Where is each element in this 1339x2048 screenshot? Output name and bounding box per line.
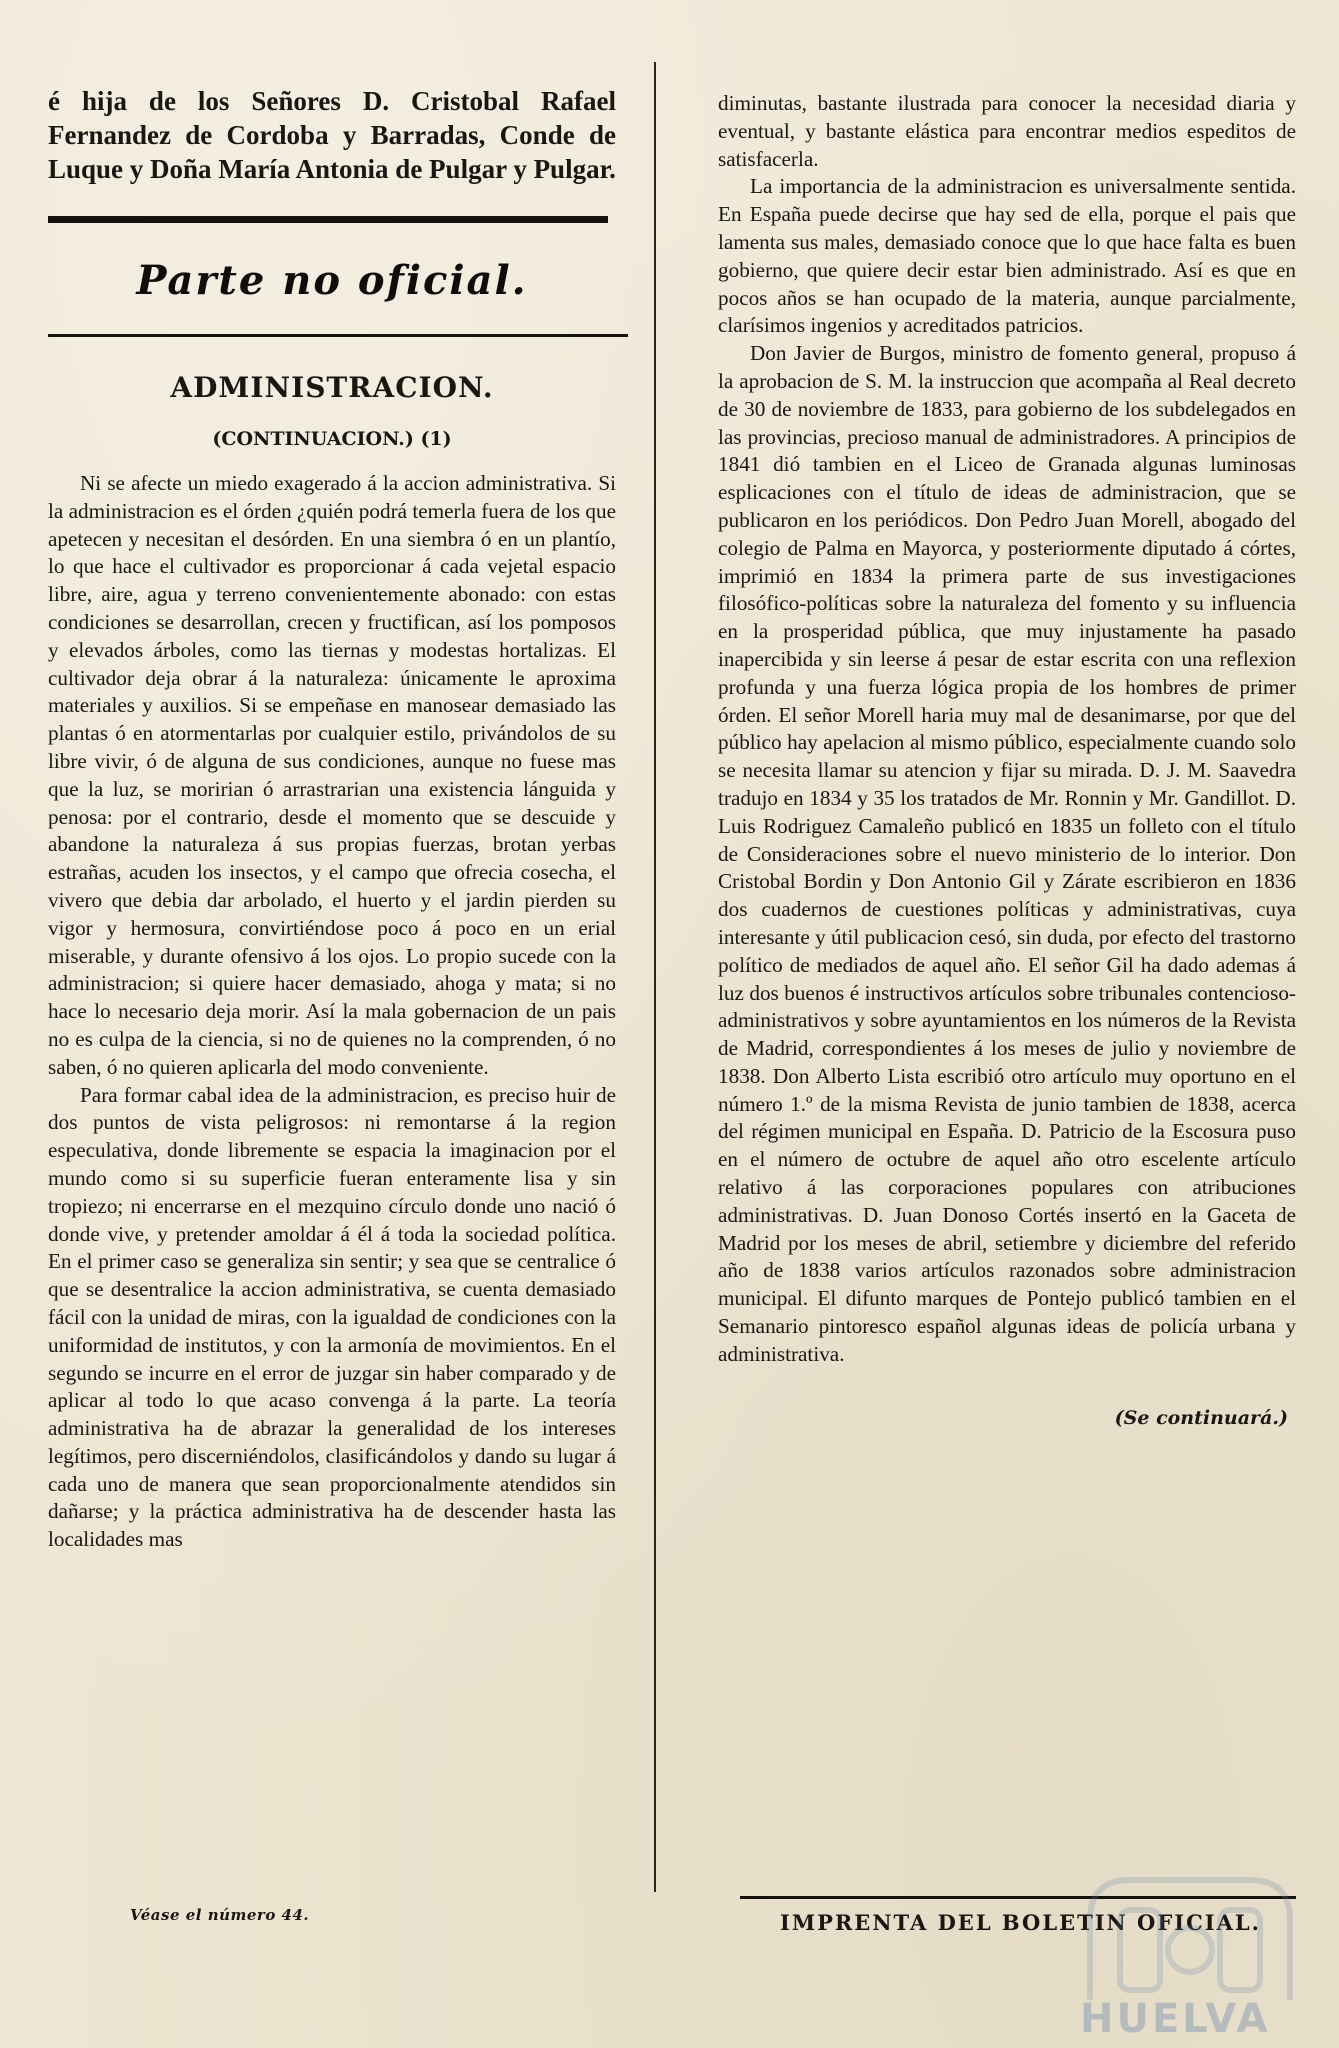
left-paragraph-1: Ni se afecte un miedo exagerado á la accion administrativa. Si la administracion es el órden ¿quién podrá temerla fuera de los que apetecen y necesitan el desórden. En una siembra ó en un plantío, lo que hace el cultivador es proporcionar á cada vejetal espacio libre, aire, agua y terreno convenientemente abonado: con estas condiciones se desarrollan, crecen y fructifican, así los pomposos y elevados árboles, como las tiernas y modestas hortalizas. El cultivador deja obrar á la naturaleza: únicamente le aproxima materiales y auxilios. Si se empeñase en manosear demasiado las plantas ó en atormentarlas por cualquier estilo, privándolos de su libre vivir, ó de alguna de sus condiciones, aunque no fuese mas que la luz, se moririan ó arrastrarian una existencia lánguida y penosa: por el contrario, desde el momento que se descuide y abandone la naturaleza á sus propias fuerzas, brotan yerbas estrañas, acuden los insectos, y el campo que ofrecia cosecha, el vivero que debia dar arbolado, el huerto y el jardin pierden su vigor y hermosura, convirtiéndose poco á poco en un erial miserable, y durante ofensivo á los ojos. Lo propio sucede con la administracion; si quiere hacer demasiado, ahoga y mata; si no hace lo necesario deja morir. Así la mala gobernacion de un pais no es culpa de la ciencia, si no de quienes no la comprenden, ó no saben, ó no quieren aplicarla del modo conveniente. bbox=[48, 471, 616, 1079]
watermark-text: HUELVA bbox=[1080, 1996, 1271, 2042]
continuation-label: (CONTINUACION.) (1) bbox=[212, 428, 452, 450]
right-column bbox=[718, 90, 1296, 1429]
printer-imprint: IMPRENTA DEL BOLETIN OFICIAL. bbox=[780, 1910, 1261, 1935]
right-paragraph-3: Don Javier de Burgos, ministro de fomento general, propuso á la aprobacion de S. M. la instruccion que acompaña al Real decreto de 30 de noviembre de 1833, para gobierno de los subdelegados en las provincias, precioso manual de administradores. A principios de 1841 dió tambien en el Liceo de Granada algunas luminosas esplicaciones con el título de ideas de administracion, que se publicaron en los periódicos. Don Pedro Juan Morell, abogado del colegio de Palma en Mayorca, y posteriormente diputado á córtes, imprimió en 1834 la primera parte de sus investigaciones filosófico-políticas sobre la naturaleza del fomento y su influencia en la prosperidad pública, que muy injustamente ha pasado inapercibida y sin leerse á pesar de estar escrita con una reflexion profunda y una fuerza lógica propia de los hombres de primer órden. El señor Morell haria muy mal de desanimarse, por que del público hay apelacion al mismo público, especialmente cuando solo se necesita llamar su atencion y fijar su mirada. D. J. M. Saavedra tradujo en 1834 y 35 los tratados de Mr. Ronnin y Mr. Gandillot. D. Luis Rodriguez Camaleño publicó en 1835 un folleto con el título de Consideraciones sobre el nuevo ministerio de lo interior. Don Cristobal Bordin y Don Antonio Gil y Zárate escribieron en 1836 dos cuadernos de cuestiones políticas y administrativas, cuya interesante y útil publicacion cesó, sin duda, por efecto del trastorno político de mediados de aquel año. El señor Gil ha dado ademas á luz dos buenos é instructivos artículos sobre tribunales contencioso-administrativos y sobre ayuntamientos en los números de la Revista de Madrid, correspondientes á los meses de julio y noviembre de 1838. Don Alberto Lista escribió otro artículo muy oportuno en el número 1.º de la misma Revista de junio tambien de 1838, acerca del régimen municipal en España. D. Patricio de la Escosura puso en el número de octubre de aquel año otro escelente artículo relativo á las corporaciones populares con atribuciones administrativas. D. Juan Donoso Cortés insertó en la Gaceta de Madrid por los meses de abril, setiembre y diciembre del referido año de 1838 varios artículos razonados sobre administracion municipal. El difunto marques de Pontejo publicó tambien en el Semanario pintoresco español algunas ideas de policía urbana y administrativa. bbox=[718, 341, 1296, 1366]
thin-rule bbox=[48, 334, 628, 337]
left-column bbox=[48, 84, 616, 1554]
continuation-note: (Se continuará.) bbox=[1114, 1406, 1288, 1429]
lead-paragraph: é hija de los Señores D. Cristobal Rafael Fernandez de Cordoba y Barradas, Conde de Luque y Doña María Antonia de Pulgar y Pulgar. bbox=[48, 86, 616, 184]
thick-rule bbox=[48, 216, 608, 223]
masthead: Parte no oficial. bbox=[136, 257, 528, 304]
right-paragraph-2: La importancia de la administracion es universalmente sentida. En España puede decirse que hay sed de ella, porque el pais que lamenta sus males, demasiado conoce que lo que hace falta es buen gobierno, que quiere decir estar bien administrado. Así es que en pocos años se han ocupado de la materia, aunque parcialmente, clarísimos ingenios y acreditados patricios. bbox=[718, 174, 1296, 338]
left-paragraph-2: Para formar cabal idea de la administracion, es preciso huir de dos puntos de vista peligrosos: ni remontarse á la region especulativa, donde libremente se espacia la imaginacion por el mundo como si su superficie fueran enteramente lisa y sin tropiezo; ni encerrarse en el mezquino círculo donde uno nació ó donde vive, y pretender amoldar á él á toda la sociedad política. En el primer caso se generaliza sin sentir; y sea que se centralice ó que se desentralice la accion administrativa, se cuenta demasiado fácil con la unidad de miras, con la igualdad de condiciones con la uniformidad de institutos, y con la armonía de movimientos. En el segundo se incurre en el error de juzgar sin haber comparado y de aplicar al todo lo que acaso convenga á la parte. La teoría administrativa ha de abrazar la generalidad de los intereses legítimos, pero discerniéndolos, clasificándolos y dando su lugar á cada uno de manera que sean proporcionalmente atendidos sin dañarse; y la práctica administrativa ha de descender hasta las localidades mas bbox=[48, 1082, 616, 1552]
column-divider bbox=[654, 62, 656, 1892]
footer-note: Véase el número 44. bbox=[130, 1906, 310, 1924]
section-title: ADMINISTRACION. bbox=[170, 371, 494, 404]
right-paragraph-1: diminutas, bastante ilustrada para conocer la necesidad diaria y eventual, y bastante elástica para encontrar medios espeditos de satisfacerla. bbox=[718, 91, 1296, 171]
